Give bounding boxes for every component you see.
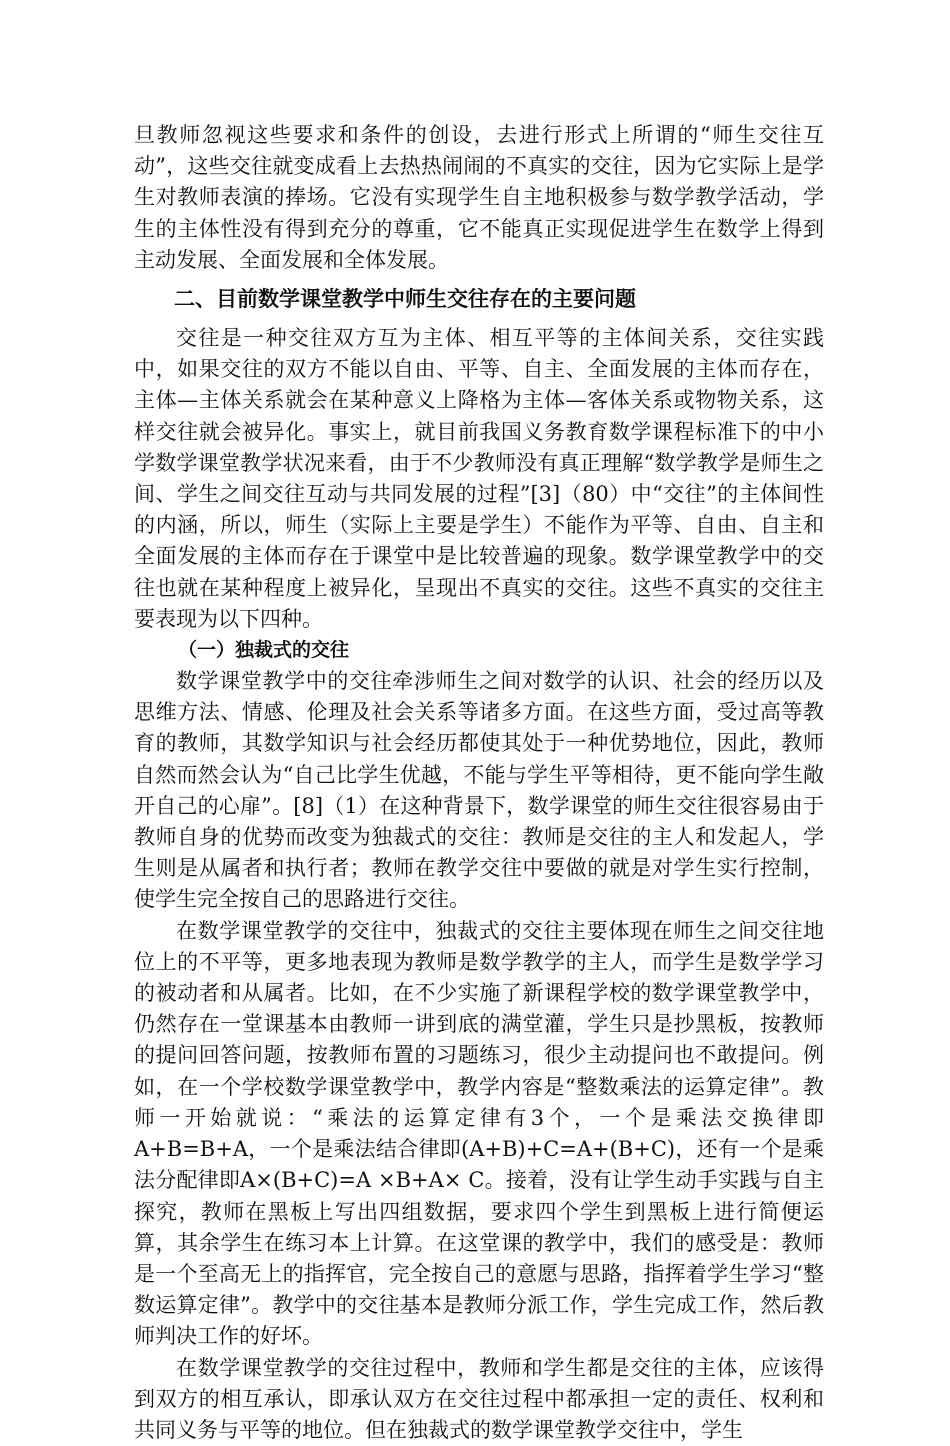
document-page xyxy=(134,120,824,1446)
body-paragraph: 旦教师忽视这些要求和条件的创设，去进行形式上所谓的“师生交往互动”，这些交往就变成看上去热热闹闹的不真实的交往，因为它实际上是学生对教师表演的捧场。它没有实现学生自主地积极参与数学教学活动，学生的主体性没有得到充分的尊重，它不能真正实现促进学生在数学上得到主动发展、全面发展和全体发展。 xyxy=(134,123,824,272)
body-paragraph: 在数学课堂教学的交往过程中，教师和学生都是交往的主体，应该得到双方的相互承认，即承认双方在交往过程中都承担一定的责任、权利和共同义务与平等的地位。但在独裁式的数学课堂教学交往中，学生 xyxy=(134,1355,824,1442)
section-paragraph: 交往是一种交往双方互为主体、相互平等的主体间关系，交往实践中，如果交往的双方不能以自由、平等、自主、全面发展的主体而存在，主体—主体关系就会在某种意义上降格为主体—客体关系或物物关系，这样交往就会被异化。事实上，就目前我国义务教育数学课程标准下的中小学数学课堂教学状况来看，由于不少教师没有真正理解“数学教学是师生之间、学生之间交往互动与共同发展的过程”[3]（80）中“交往”的主体间性的内涵，所以，师生（实际上主要是学生）不能作为平等、自由、自主和全面发展的主体而存在于课堂中是比较普遍的现象。数学课堂教学中的交往也就在某种程度上被异化，呈现出不真实的交往。这些不真实的交往主要表现为以下四种。 xyxy=(134,326,824,631)
body-paragraph: 在数学课堂教学的交往中，独裁式的交往主要体现在师生之间交往地位上的不平等，更多地表现为教师是数学教学的主人，而学生是数学学习的被动者和从属者。比如，在不少实施了新课程学校的数学课堂教学中，仍然存在一堂课基本由教师一讲到底的满堂灌，学生只是抄黑板，按教师的提问回答问题，按教师布置的习题练习，很少主动提问也不敢提问。例如，在一个学校数学课堂教学中，教学内容是“整数乘法的运算定律”。教师一开始就说：“乘法的运算定律有3个，一个是乘法交换律即A+B=B+A，一个是乘法结合律即(A+B)+C=A+(B+C)，还有一个是乘法分配律即A×(B+C)=A ×B+A× C。接着，没有让学生动手实践与自主探究，教师在黑板上写出四组数据，要求四个学生到黑板上进行简便运算，其余学生在练习本上计算。在这堂课的教学中，我们的感受是：教师是一个至高无上的指挥官，完全按自己的意愿与思路，指挥着学生学习“整数运算定律”。教学中的交往基本是教师分派工作，学生完成工作，然后教师判决工作的好坏。 xyxy=(134,918,824,1349)
body-paragraph: 数学课堂教学中的交往牵涉师生之间对数学的认识、社会的经历以及思维方法、情感、伦理及社会关系等诸多方面。在这些方面，受过高等教育的教师，其数学知识与社会经历都使其处于一种优势地位，因此，教师自然而然会认为“自己比学生优越，不能与学生平等相待，更不能向学生敞开自己的心扉”。[8]（1）在这种背景下，数学课堂的师生交往很容易由于教师自身的优势而改变为独裁式的交往：教师是交往的主人和发起人，学生则是从属者和执行者；教师在教学交往中要做的就是对学生实行控制，使学生完全按自己的思路进行交往。 xyxy=(134,669,824,912)
section-heading: 二、目前数学课堂教学中师生交往存在的主要问题 xyxy=(174,287,636,312)
subheading: （一）独裁式的交往 xyxy=(178,639,350,662)
